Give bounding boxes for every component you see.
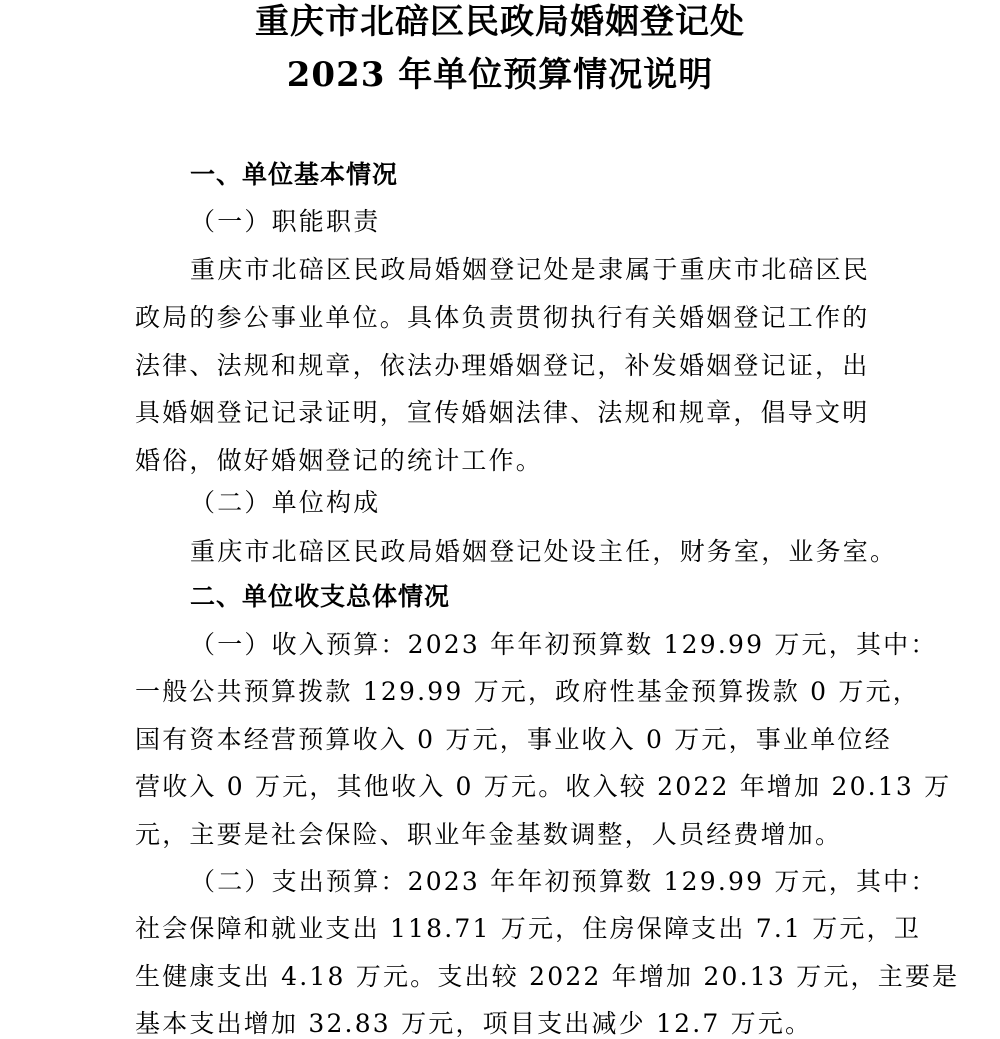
section1-heading: 一、单位基本情况	[190, 160, 399, 189]
section1-sub1-heading: （一）职能职责	[190, 207, 381, 236]
paragraph-line: （一）收入预算：2023 年年初预算数 129.99 万元，其中：	[190, 630, 938, 659]
paragraph-line: 婚俗，做好婚姻登记的统计工作。	[135, 446, 544, 475]
paragraph-line: 基本支出增加 32.83 万元，项目支出减少 12.7 万元。	[135, 1009, 813, 1038]
section2-heading: 二、单位收支总体情况	[190, 582, 451, 611]
paragraph-line: 一般公共预算拨款 129.99 万元，政府性基金预算拨款 0 万元，	[135, 677, 920, 706]
document-title-line1: 重庆市北碚区民政局婚姻登记处	[255, 2, 745, 42]
paragraph-line: （二）支出预算：2023 年年初预算数 129.99 万元，其中：	[190, 867, 938, 896]
paragraph-line: 社会保障和就业支出 118.71 万元，住房保障支出 7.1 万元，卫	[135, 914, 922, 943]
paragraph-line: 政局的参公事业单位。具体负责贯彻执行有关婚姻登记工作的	[135, 303, 870, 332]
paragraph-line: 国有资本经营预算收入 0 万元，事业收入 0 万元，事业单位经	[135, 725, 892, 754]
paragraph-line: 元，主要是社会保险、职业年金基数调整，人员经费增加。	[135, 820, 843, 849]
section1-sub2-heading: （二）单位构成	[190, 488, 381, 517]
paragraph-line: 营收入 0 万元，其他收入 0 万元。收入较 2022 年增加 20.13 万	[135, 772, 952, 801]
paragraph-line: 法律、法规和规章，依法办理婚姻登记，补发婚姻登记证，出	[135, 351, 870, 380]
paragraph-line: 重庆市北碚区民政局婚姻登记处设主任，财务室，业务室。	[190, 537, 898, 566]
document-title-line2: 2023 年单位预算情况说明	[286, 55, 714, 95]
paragraph-line: 重庆市北碚区民政局婚姻登记处是隶属于重庆市北碚区民	[190, 255, 871, 284]
paragraph-line: 生健康支出 4.18 万元。支出较 2022 年增加 20.13 万元，主要是	[135, 962, 960, 991]
paragraph-line: 具婚姻登记记录证明，宣传婚姻法律、法规和规章，倡导文明	[135, 398, 870, 427]
